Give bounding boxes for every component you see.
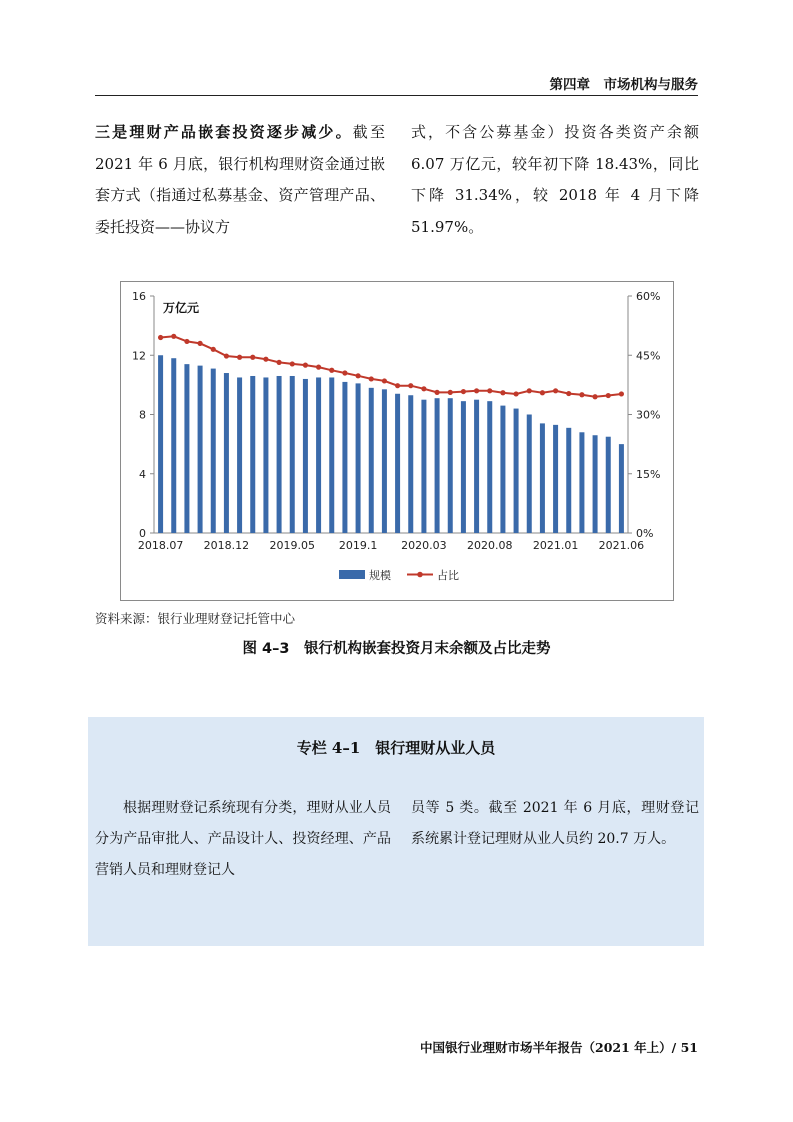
share-point [382, 378, 387, 383]
share-point [500, 390, 505, 395]
x-tick-label: 2021.01 [532, 539, 579, 552]
share-point [527, 388, 532, 393]
share-point [606, 393, 611, 398]
bar [171, 358, 176, 533]
bar [461, 401, 466, 533]
share-point [513, 391, 518, 396]
bar [382, 389, 387, 533]
share-point [540, 390, 545, 395]
share-point [579, 392, 584, 397]
box-text-right: 员等 5 类。截至 2021 年 6 月底，理财登记系统累计登记理财从业人员约 20.7 万人。 [411, 800, 699, 847]
bar [606, 437, 611, 533]
bar [263, 377, 268, 533]
bar [566, 428, 571, 533]
bar [514, 409, 519, 533]
bar [237, 377, 242, 533]
legend-label-scale: 规模 [369, 569, 391, 582]
share-point [329, 368, 334, 373]
bar [619, 444, 624, 533]
source-note: 资料来源：银行业理财登记托管中心 [95, 611, 296, 626]
bar-series-scale [158, 355, 624, 533]
share-point [434, 390, 439, 395]
share-point [369, 376, 374, 381]
x-tick-label: 2020.03 [401, 539, 447, 552]
y-left-tick-label: 4 [139, 467, 146, 481]
x-tick-label: 2019.05 [269, 539, 315, 552]
chart-legend [339, 568, 459, 582]
y-left-tick-label: 12 [132, 349, 146, 363]
share-point [342, 370, 347, 375]
bar [184, 364, 189, 533]
lead-sentence: 三是理财产品嵌套投资逐步减少。 [95, 123, 353, 141]
bar [290, 376, 295, 533]
bar [579, 432, 584, 533]
body-text-right: 式，不含公募基金）投资各类资产余额 6.07 万亿元，较年初下降 18.43%，同比下降 31.34%，较 2018 年 4 月下降 51.97%。 [411, 123, 699, 236]
bar [369, 388, 374, 533]
share-line [161, 336, 622, 396]
y-left-tick-label: 8 [139, 408, 146, 422]
header-rule [95, 95, 698, 96]
share-point [263, 357, 268, 362]
box-title: 专栏 4–1 银行理财从业人员 [296, 739, 496, 757]
share-point [250, 355, 255, 360]
y-left-tick-label: 0 [139, 527, 146, 540]
share-point [448, 390, 453, 395]
bar [487, 401, 492, 533]
share-point [158, 335, 163, 340]
bar [435, 398, 440, 533]
body-text-left: 截至 2021 年 6 月底，银行机构理财资金通过嵌套方式（指通过私募基金、资产管理产品、委托投资——协议方 [95, 123, 385, 236]
bar [527, 415, 532, 534]
bar [553, 425, 558, 533]
share-point [421, 386, 426, 391]
share-point [276, 360, 281, 365]
bar [408, 395, 413, 533]
bar [593, 435, 598, 533]
y-right-tick-label: 30% [636, 408, 661, 422]
bar [500, 406, 505, 533]
body-column-left [95, 117, 385, 243]
share-point [461, 389, 466, 394]
y-right-tick-label: 60% [636, 290, 661, 303]
bar [342, 382, 347, 533]
share-point [619, 391, 624, 396]
chapter-header: 第四章 市场机构与服务 [549, 77, 698, 93]
legend-label-share: 占比 [437, 569, 459, 582]
bar [316, 377, 321, 533]
chart-container [120, 281, 674, 601]
figure-caption: 图 4–3 银行机构嵌套投资月末余额及占比走势 [242, 641, 551, 657]
bar [250, 376, 255, 533]
share-point [303, 363, 308, 368]
x-tick-label: 2020.08 [467, 539, 513, 552]
bar [421, 400, 426, 533]
y-right-tick-label: 0% [636, 527, 654, 540]
page-footer: 中国银行业理财市场半年报告（2021 年上）/ 51 [420, 1040, 698, 1055]
bar [303, 379, 308, 533]
bar [474, 400, 479, 533]
bar [356, 383, 361, 533]
x-tick-label: 2019.1 [338, 539, 378, 552]
bar [211, 369, 216, 533]
legend-swatch-scale [339, 570, 365, 579]
bar [540, 423, 545, 533]
share-point [355, 373, 360, 378]
y-right-tick-label: 15% [636, 467, 661, 481]
share-point [237, 355, 242, 360]
share-point [395, 383, 400, 388]
bar [224, 373, 229, 533]
share-point [224, 353, 229, 358]
sidebar-box [88, 717, 704, 946]
x-tick-label: 2018.12 [203, 539, 250, 552]
share-point [553, 388, 558, 393]
share-point [290, 361, 295, 366]
share-point [316, 365, 321, 370]
share-point [474, 388, 479, 393]
x-tick-label: 2018.07 [137, 539, 184, 552]
bar [448, 398, 453, 533]
bar [395, 394, 400, 533]
bar [198, 366, 203, 533]
share-point [408, 383, 413, 388]
share-point [184, 339, 189, 344]
unit-label: 万亿元 [163, 301, 200, 315]
bar [277, 376, 282, 533]
box-text-left: 根据理财登记系统现有分类，理财从业人员分为产品审批人、产品设计人、投资经理、产品营销人员和理财登记人 [95, 800, 391, 878]
share-point [211, 347, 216, 352]
y-left-tick-label: 16 [132, 290, 146, 303]
y-right-tick-label: 45% [636, 349, 661, 363]
legend-marker-share [417, 572, 423, 578]
share-point [566, 391, 571, 396]
bar [158, 355, 163, 533]
share-point [171, 334, 176, 339]
share-point [487, 388, 492, 393]
share-point [197, 341, 202, 346]
nested-investment-chart [121, 282, 673, 600]
share-point [592, 394, 597, 399]
bar [329, 377, 334, 533]
body-column-right [411, 117, 699, 243]
x-tick-label: 2021.06 [598, 539, 645, 552]
